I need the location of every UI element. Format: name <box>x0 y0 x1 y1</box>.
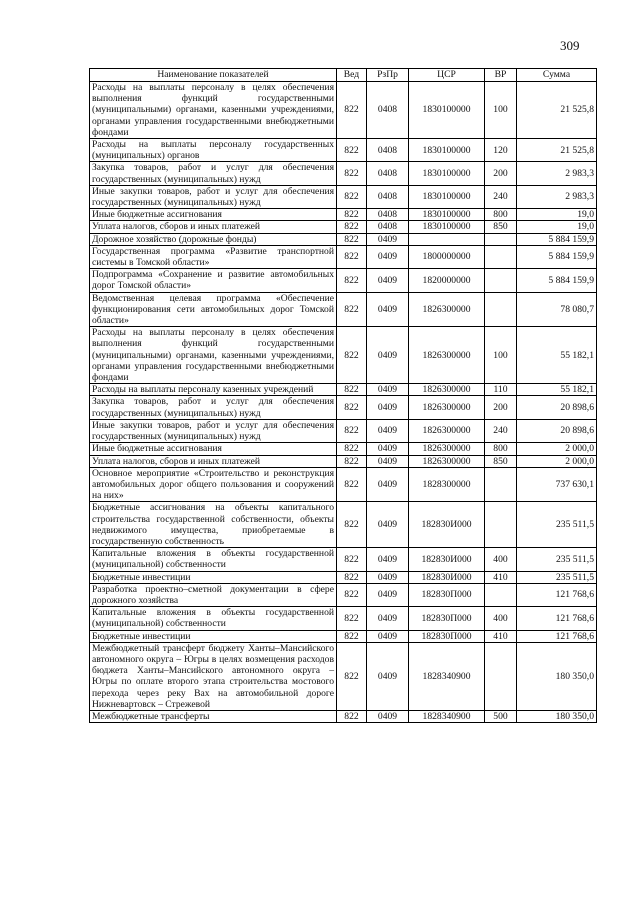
cell-vr: 850 <box>485 221 517 233</box>
cell-csr: 1830100000 <box>409 162 485 185</box>
cell-ved: 822 <box>337 269 367 292</box>
cell-name: Иные закупки товаров, работ и услуг для обеспечения государственных (муниципальных) нужд <box>90 419 337 442</box>
cell-rzpr: 0408 <box>367 162 409 185</box>
cell-rzpr: 0409 <box>367 396 409 419</box>
cell-vr: 110 <box>485 384 517 396</box>
page-number: 309 <box>560 38 580 53</box>
table-row <box>90 419 597 442</box>
cell-rzpr: 0409 <box>367 455 409 467</box>
cell-ved: 822 <box>337 384 367 396</box>
cell-sum: 20 898,6 <box>517 419 597 442</box>
cell-rzpr: 0409 <box>367 443 409 455</box>
cell-rzpr: 0409 <box>367 269 409 292</box>
cell-csr: 1828340900 <box>409 710 485 722</box>
table-row <box>90 710 597 722</box>
cell-name: Расходы на выплаты персоналу казенных учреждений <box>90 384 337 396</box>
cell-rzpr: 0409 <box>367 384 409 396</box>
cell-name: Ведомственная целевая программа «Обеспечение функционирования сети автомобильных дорог Томской области» <box>90 292 337 327</box>
cell-sum: 235 511,5 <box>517 571 597 583</box>
cell-sum: 2 983,3 <box>517 185 597 208</box>
cell-vr: 500 <box>485 710 517 722</box>
cell-name: Уплата налогов, сборов и иных платежей <box>90 221 337 233</box>
cell-name: Дорожное хозяйство (дорожные фонды) <box>90 233 337 245</box>
cell-sum: 55 182,1 <box>517 384 597 396</box>
cell-sum: 121 768,6 <box>517 630 597 642</box>
cell-csr: 1826300000 <box>409 443 485 455</box>
cell-ved: 822 <box>337 607 367 630</box>
cell-rzpr: 0409 <box>367 292 409 327</box>
cell-rzpr: 0409 <box>367 327 409 384</box>
table-row <box>90 245 597 268</box>
cell-sum: 235 511,5 <box>517 502 597 548</box>
cell-vr: 200 <box>485 162 517 185</box>
cell-csr: 1830100000 <box>409 209 485 221</box>
cell-sum: 2 000,0 <box>517 443 597 455</box>
cell-csr: 1830100000 <box>409 139 485 162</box>
cell-name: Капитальные вложения в объекты государственной (муниципальной) собственности <box>90 607 337 630</box>
cell-ved: 822 <box>337 209 367 221</box>
table-row <box>90 221 597 233</box>
cell-sum: 21 525,8 <box>517 139 597 162</box>
cell-ved: 822 <box>337 162 367 185</box>
table-row <box>90 571 597 583</box>
cell-name: Бюджетные ассигнования на объекты капитального строительства государственной собственности, объекты недвижимого имущества, приобретаемые в государственную собственность <box>90 502 337 548</box>
cell-csr: 182830П000 <box>409 630 485 642</box>
cell-vr <box>485 233 517 245</box>
cell-csr: 182830И000 <box>409 548 485 571</box>
cell-name: Государственная программа «Развитие транспортной системы в Томской области» <box>90 245 337 268</box>
cell-name: Капитальные вложения в объекты государственной (муниципальной) собственности <box>90 548 337 571</box>
cell-name: Основное мероприятие «Строительство и реконструкция автомобильных дорог общего пользования и сооружений на них» <box>90 467 337 502</box>
header-rzpr: РзПр <box>367 69 409 82</box>
cell-sum: 235 511,5 <box>517 548 597 571</box>
cell-name: Межбюджетный трансферт бюджету Ханты–Мансийского автономного округа – Югры в целях возмещения расходов бюджета Ханты–Мансийского автономного округа – Югры по оплате второго этапа строительства мостового перехода через реку Вах на автомобильной дороге Нижневартовск – Стрежевой <box>90 642 337 710</box>
table-row <box>90 384 597 396</box>
cell-csr <box>409 233 485 245</box>
table-row <box>90 162 597 185</box>
cell-ved: 822 <box>337 185 367 208</box>
table-row <box>90 548 597 571</box>
cell-rzpr: 0409 <box>367 583 409 606</box>
table-row <box>90 139 597 162</box>
cell-csr: 182830И000 <box>409 502 485 548</box>
cell-csr: 182830П000 <box>409 583 485 606</box>
cell-ved: 822 <box>337 642 367 710</box>
cell-vr: 240 <box>485 419 517 442</box>
cell-vr: 800 <box>485 443 517 455</box>
cell-rzpr: 0409 <box>367 233 409 245</box>
cell-ved: 822 <box>337 710 367 722</box>
cell-ved: 822 <box>337 571 367 583</box>
cell-vr: 200 <box>485 396 517 419</box>
cell-ved: 822 <box>337 233 367 245</box>
cell-csr: 1830100000 <box>409 185 485 208</box>
table-row <box>90 209 597 221</box>
cell-sum: 19,0 <box>517 221 597 233</box>
cell-name: Межбюджетные трансферты <box>90 710 337 722</box>
cell-vr <box>485 269 517 292</box>
cell-csr: 182830И000 <box>409 571 485 583</box>
cell-name: Расходы на выплаты персоналу государственных (муниципальных) органов <box>90 139 337 162</box>
cell-sum: 737 630,1 <box>517 467 597 502</box>
cell-vr: 850 <box>485 455 517 467</box>
cell-ved: 822 <box>337 455 367 467</box>
cell-csr: 1800000000 <box>409 245 485 268</box>
cell-name: Иные закупки товаров, работ и услуг для обеспечения государственных (муниципальных) нужд <box>90 185 337 208</box>
table-row <box>90 269 597 292</box>
cell-sum: 55 182,1 <box>517 327 597 384</box>
cell-sum: 2 983,3 <box>517 162 597 185</box>
cell-rzpr: 0408 <box>367 221 409 233</box>
cell-ved: 822 <box>337 583 367 606</box>
cell-name: Подпрограмма «Сохранение и развитие автомобильных дорог Томской области» <box>90 269 337 292</box>
table-row <box>90 455 597 467</box>
cell-sum: 78 080,7 <box>517 292 597 327</box>
cell-rzpr: 0409 <box>367 502 409 548</box>
cell-csr: 1826300000 <box>409 292 485 327</box>
cell-ved: 822 <box>337 82 367 139</box>
cell-sum: 21 525,8 <box>517 82 597 139</box>
cell-name: Разработка проектно–сметной документации в сфере дорожного хозяйства <box>90 583 337 606</box>
table-row <box>90 396 597 419</box>
cell-csr: 1826300000 <box>409 396 485 419</box>
cell-ved: 822 <box>337 630 367 642</box>
cell-vr: 410 <box>485 630 517 642</box>
cell-rzpr: 0409 <box>367 245 409 268</box>
table-row <box>90 630 597 642</box>
cell-ved: 822 <box>337 396 367 419</box>
cell-rzpr: 0408 <box>367 139 409 162</box>
cell-rzpr: 0409 <box>367 710 409 722</box>
cell-ved: 822 <box>337 221 367 233</box>
cell-rzpr: 0409 <box>367 548 409 571</box>
cell-sum: 2 000,0 <box>517 455 597 467</box>
header-sum: Сумма <box>517 69 597 82</box>
cell-name: Бюджетные инвестиции <box>90 571 337 583</box>
cell-vr: 400 <box>485 548 517 571</box>
cell-vr: 120 <box>485 139 517 162</box>
cell-rzpr: 0409 <box>367 630 409 642</box>
cell-rzpr: 0408 <box>367 82 409 139</box>
cell-rzpr: 0408 <box>367 185 409 208</box>
cell-name: Бюджетные инвестиции <box>90 630 337 642</box>
cell-name: Закупка товаров, работ и услуг для обеспечения государственных (муниципальных) нужд <box>90 396 337 419</box>
cell-ved: 822 <box>337 467 367 502</box>
cell-name: Закупка товаров, работ и услуг для обеспечения государственных (муниципальных) нужд <box>90 162 337 185</box>
cell-vr: 240 <box>485 185 517 208</box>
cell-ved: 822 <box>337 292 367 327</box>
table-row <box>90 233 597 245</box>
cell-ved: 822 <box>337 327 367 384</box>
cell-vr: 400 <box>485 607 517 630</box>
cell-vr: 100 <box>485 82 517 139</box>
cell-name: Расходы на выплаты персоналу в целях обеспечения выполнения функций государственными (муниципальными) органами, казенными учреждениями, органами управления государственными внебюджетными фондами <box>90 82 337 139</box>
cell-csr: 1826300000 <box>409 419 485 442</box>
cell-rzpr: 0409 <box>367 419 409 442</box>
cell-rzpr: 0409 <box>367 571 409 583</box>
cell-sum: 19,0 <box>517 209 597 221</box>
cell-ved: 822 <box>337 548 367 571</box>
cell-ved: 822 <box>337 502 367 548</box>
cell-ved: 822 <box>337 245 367 268</box>
cell-sum: 20 898,6 <box>517 396 597 419</box>
cell-sum: 5 884 159,9 <box>517 233 597 245</box>
cell-vr <box>485 245 517 268</box>
cell-csr: 1830100000 <box>409 82 485 139</box>
cell-sum: 180 350,0 <box>517 710 597 722</box>
cell-csr: 1828340900 <box>409 642 485 710</box>
table-row <box>90 583 597 606</box>
table-header-row <box>90 69 597 82</box>
table-row <box>90 467 597 502</box>
table-row <box>90 292 597 327</box>
table-row <box>90 642 597 710</box>
table-row <box>90 185 597 208</box>
cell-sum: 180 350,0 <box>517 642 597 710</box>
cell-rzpr: 0409 <box>367 467 409 502</box>
cell-vr <box>485 583 517 606</box>
cell-csr: 1826300000 <box>409 384 485 396</box>
header-vr: ВР <box>485 69 517 82</box>
cell-ved: 822 <box>337 139 367 162</box>
header-ved: Вед <box>337 69 367 82</box>
cell-vr <box>485 467 517 502</box>
cell-csr: 182830П000 <box>409 607 485 630</box>
cell-vr: 100 <box>485 327 517 384</box>
table-row <box>90 327 597 384</box>
cell-name: Иные бюджетные ассигнования <box>90 209 337 221</box>
header-name: Наименование показателей <box>90 69 337 82</box>
cell-rzpr: 0409 <box>367 642 409 710</box>
cell-rzpr: 0408 <box>367 209 409 221</box>
table-row <box>90 502 597 548</box>
cell-csr: 1830100000 <box>409 221 485 233</box>
cell-vr: 410 <box>485 571 517 583</box>
cell-csr: 1826300000 <box>409 455 485 467</box>
table-row <box>90 82 597 139</box>
cell-sum: 121 768,6 <box>517 607 597 630</box>
cell-sum: 5 884 159,9 <box>517 269 597 292</box>
table-row <box>90 443 597 455</box>
cell-csr: 1826300000 <box>409 327 485 384</box>
cell-ved: 822 <box>337 419 367 442</box>
header-csr: ЦСР <box>409 69 485 82</box>
cell-sum: 5 884 159,9 <box>517 245 597 268</box>
cell-vr <box>485 292 517 327</box>
cell-csr: 1820000000 <box>409 269 485 292</box>
budget-table <box>89 68 597 723</box>
cell-vr <box>485 502 517 548</box>
cell-name: Уплата налогов, сборов и иных платежей <box>90 455 337 467</box>
cell-ved: 822 <box>337 443 367 455</box>
cell-vr <box>485 642 517 710</box>
table-body <box>90 82 597 723</box>
cell-csr: 1828300000 <box>409 467 485 502</box>
table-row <box>90 607 597 630</box>
cell-name: Иные бюджетные ассигнования <box>90 443 337 455</box>
cell-name: Расходы на выплаты персоналу в целях обеспечения выполнения функций государственными (муниципальными) органами, казенными учреждениями, органами управления государственными внебюджетными фондами <box>90 327 337 384</box>
cell-vr: 800 <box>485 209 517 221</box>
cell-sum: 121 768,6 <box>517 583 597 606</box>
cell-rzpr: 0409 <box>367 607 409 630</box>
